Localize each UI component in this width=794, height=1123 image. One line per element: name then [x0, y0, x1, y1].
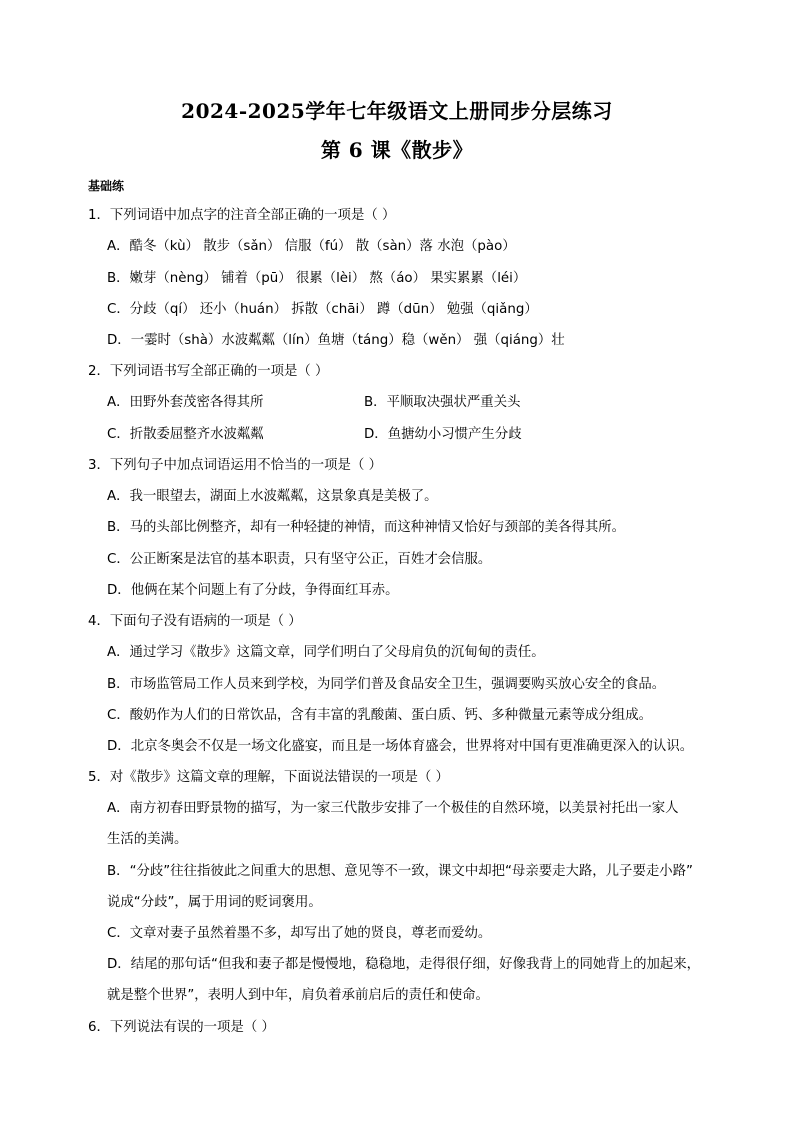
question-2-option-d: D．鱼搪幼小习惯产生分歧	[364, 427, 522, 442]
question-3-stem: 3．下列句子中加点词语运用不恰当的一项是（ ）	[88, 458, 382, 473]
lesson-title: 第 6 课《散步》	[320, 138, 474, 162]
question-5-option-b-cont: 说成“分歧”，属于用词的贬词褒用。	[107, 895, 322, 910]
page-title: 2024-2025学年七年级语文上册同步分层练习	[181, 99, 613, 123]
question-1-stem: 1．下列词语中加点字的注音全部正确的一项是（ ）	[88, 208, 396, 223]
question-5-option-a: A．南方初春田野景物的描写，为一家三代散步安排了一个极佳的自然环境，以美景衬托出一家人	[107, 801, 679, 816]
question-4-option-d: D．北京冬奥会不仅是一场文化盛宴，而且是一场体育盛会，世界将对中国有更准确更深入的认识。	[107, 739, 694, 754]
question-1-option-c: C．分歧（qí） 还小（huán） 拆散（chāi） 蹲（dūn） 勉强（qiǎng）	[107, 302, 538, 317]
question-3-option-b: B．马的头部比例整齐，却有一种轻捷的神情，而这种神情又恰好与颈部的美各得其所。	[107, 520, 626, 535]
question-3-option-a: A．我一眼望去，湖面上水波粼粼，这景象真是美极了。	[107, 489, 438, 504]
question-5-option-d-cont: 就是整个世界”，表明人到中年，肩负着承前启后的责任和使命。	[107, 988, 489, 1003]
question-4-option-a: A．通过学习《散步》这篇文章，同学们明白了父母肩负的沉甸甸的责任。	[107, 645, 545, 660]
question-3-option-d: D．他俩在某个问题上有了分歧，争得面红耳赤。	[107, 583, 399, 598]
question-5-option-b: B．“分歧”往往指彼此之间重大的思想、意见等不一致，课文中却把“母亲要走大路，儿子要走小路”	[107, 864, 693, 879]
question-5-option-a-cont: 生活的美满。	[107, 832, 188, 847]
question-1-option-b: B．嫩芽（nèng） 铺着（pū） 很累（lèi） 熬（áo） 果实累累（léi）	[107, 271, 527, 286]
question-1-option-a: A．酷冬（kù） 散步（sǎn） 信服（fú） 散（sàn）落 水泡（pào）	[107, 239, 516, 254]
section-heading: 基础练	[88, 179, 125, 193]
question-4-option-c: C．酸奶作为人们的日常饮品，含有丰富的乳酸菌、蛋白质、钙、多种微量元素等成分组成。	[107, 708, 652, 723]
question-2-stem: 2．下列词语书写全部正确的一项是（ ）	[88, 364, 329, 379]
question-3-option-c: C．公正断案是法官的基本职责，只有坚守公正，百姓才会信服。	[107, 552, 492, 567]
question-1-option-d: D．一霎时（shà）水波粼粼（lín）鱼塘（táng）稳（wěn） 强（qiáng）壮	[107, 333, 565, 348]
question-2-option-c: C．折散委屈整齐水波粼粼	[107, 427, 264, 442]
question-6-stem: 6．下列说法有误的一项是（ ）	[88, 1020, 275, 1035]
question-5-option-d: D．结尾的那句话“但我和妻子都是慢慢地，稳稳地，走得很仔细，好像我背上的同她背上的加起来，	[107, 957, 701, 972]
question-4-stem: 4．下面句子没有语病的一项是（ ）	[88, 614, 302, 629]
question-2-option-a: A．田野外套茂密各得其所	[107, 395, 264, 410]
question-5-option-c: C．文章对妻子虽然着墨不多，却写出了她的贤良，尊老而爱幼。	[107, 926, 492, 941]
question-4-option-b: B．市场监管局工作人员来到学校，为同学们普及食品安全卫生，强调要购买放心安全的食品。	[107, 677, 666, 692]
question-5-stem: 5．对《散步》这篇文章的理解，下面说法错误的一项是（ ）	[88, 770, 449, 785]
question-2-option-b: B．平顺取决强状严重关头	[364, 395, 521, 410]
